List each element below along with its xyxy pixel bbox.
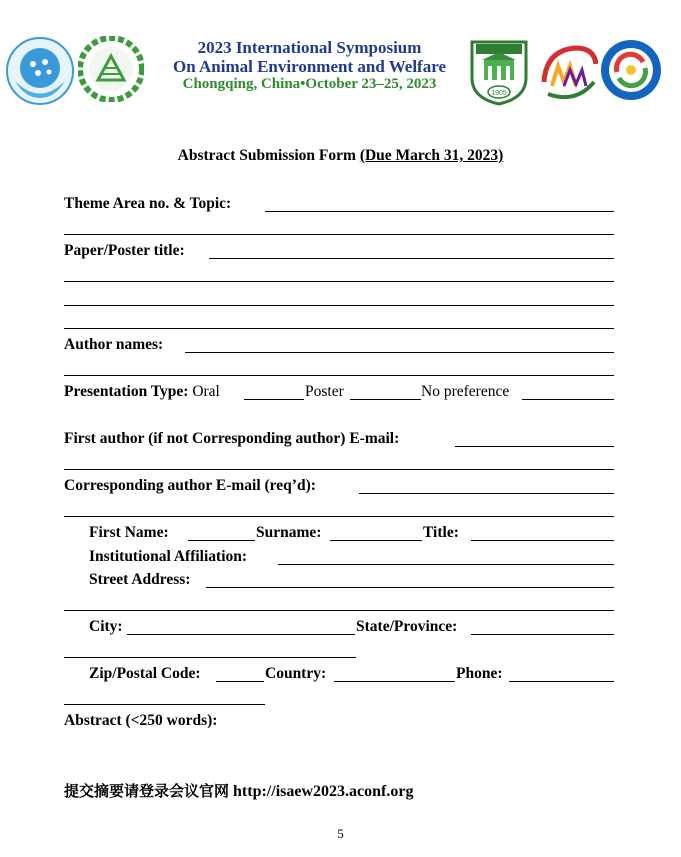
street-address-label: Street Address: [89, 571, 191, 588]
no-preference-option: No preference [421, 383, 510, 400]
affiliation-label: Institutional Affiliation: [89, 548, 248, 565]
title-label: Title: [423, 524, 459, 541]
submission-note-chinese: 提交摘要请登录会议官网 [64, 782, 230, 800]
corresponding-email-label: Corresponding author E-mail (req’d): [64, 477, 316, 494]
shield-year-text: 1905 [491, 90, 507, 97]
presentation-type-row [64, 383, 220, 401]
zip-field-line2[interactable] [64, 704, 265, 705]
paper-title-field-line3[interactable] [64, 305, 614, 306]
abstract-label: Abstract (<250 words): [64, 712, 218, 729]
first-author-email-field-line2[interactable] [64, 469, 614, 470]
author-names-field[interactable] [185, 352, 614, 353]
phone-label: Phone: [456, 665, 503, 682]
title-field[interactable] [471, 540, 614, 541]
symposium-title-line1: 2023 International Symposium [197, 38, 422, 57]
phone-field[interactable] [509, 681, 614, 682]
affiliation-field[interactable] [278, 564, 614, 565]
paper-title-field[interactable] [209, 258, 614, 259]
corresponding-email-field-line2[interactable] [64, 516, 614, 517]
theme-area-field[interactable] [265, 211, 614, 212]
presentation-type-label: Presentation Type: [64, 383, 189, 400]
author-names-label: Author names: [64, 336, 164, 353]
country-label: Country: [265, 665, 327, 682]
no-preference-blank[interactable] [522, 399, 614, 400]
city-field[interactable] [127, 634, 355, 635]
corresponding-email-field[interactable] [359, 493, 614, 494]
paper-title-field-line4[interactable] [64, 328, 614, 329]
poster-option: Poster [305, 383, 344, 400]
theme-area-field-continued[interactable] [64, 234, 614, 235]
zip-code-field[interactable] [216, 681, 264, 682]
street-address-field[interactable] [206, 587, 614, 588]
form-due-date: (Due March 31, 2023) [359, 147, 504, 164]
state-province-field[interactable] [471, 634, 614, 635]
symposium-location-dates: Chongqing, China•October 23–25, 2023 [182, 76, 437, 92]
city-label: City: [89, 618, 123, 635]
poster-blank[interactable] [350, 399, 421, 400]
theme-area-label: Theme Area no. & Topic: [64, 195, 232, 212]
surname-label: Surname: [256, 524, 322, 541]
oral-blank[interactable] [244, 399, 304, 400]
first-name-field[interactable] [188, 540, 255, 541]
page-number: 5 [337, 826, 344, 841]
form-title [0, 147, 681, 165]
paper-title-field-line2[interactable] [64, 281, 614, 282]
first-name-label: First Name: [89, 524, 169, 541]
country-field[interactable] [334, 681, 455, 682]
street-address-field-line2[interactable] [64, 610, 614, 611]
state-province-label: State/Province: [356, 618, 458, 635]
symposium-title-line2: On Animal Environment and Welfare [173, 57, 446, 76]
surname-field[interactable] [330, 540, 422, 541]
conference-url[interactable]: http://isaew2023.aconf.org [233, 783, 414, 800]
oral-option: Oral [192, 383, 220, 400]
zip-code-label: Zip/Postal Code: [89, 665, 201, 682]
city-state-field-line2[interactable] [64, 657, 356, 658]
first-author-email-field[interactable] [455, 446, 614, 447]
first-author-email-label: First author (if not Corresponding author) E-mail: [64, 430, 400, 447]
author-names-field-line2[interactable] [64, 375, 614, 376]
submission-note [64, 782, 413, 801]
form-title-text: Abstract Submission Form [177, 147, 356, 164]
paper-title-label: Paper/Poster title: [64, 242, 185, 259]
